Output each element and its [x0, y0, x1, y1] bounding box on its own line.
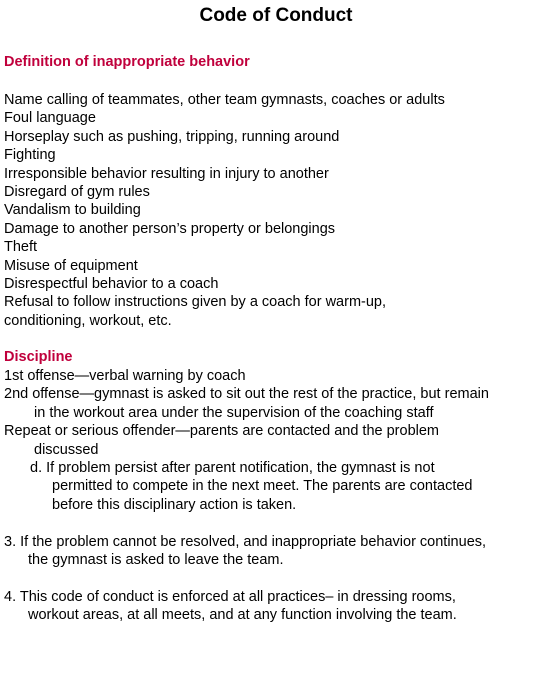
discipline-line: discussed: [34, 442, 99, 458]
discipline-heading: Discipline: [4, 349, 73, 365]
discipline-line: workout areas, at all meets, and at any function involving the team.: [28, 607, 457, 623]
behavior-item: Horseplay such as pushing, tripping, running around: [4, 129, 340, 145]
definition-heading: Definition of inappropriate behavior: [4, 54, 250, 70]
behavior-item: Name calling of teammates, other team gymnasts, coaches or adults: [4, 92, 445, 108]
behavior-item: conditioning, workout, etc.: [4, 313, 172, 329]
discipline-line: Repeat or serious offender—parents are contacted and the problem: [4, 423, 439, 439]
behavior-item: Irresponsible behavior resulting in injury to another: [4, 166, 329, 182]
discipline-line: d. If problem persist after parent notification, the gymnast is not: [30, 460, 435, 476]
behavior-item: Foul language: [4, 110, 96, 126]
discipline-line: 4. This code of conduct is enforced at all practices– in dressing rooms,: [4, 589, 456, 605]
behavior-item: Vandalism to building: [4, 202, 141, 218]
discipline-line: 1st offense—verbal warning by coach: [4, 368, 246, 384]
discipline-line: in the workout area under the supervision of the coaching staff: [34, 405, 434, 421]
behavior-item: Theft: [4, 239, 38, 255]
behavior-item: Refusal to follow instructions given by a coach for warm-up,: [4, 294, 387, 310]
discipline-line: the gymnast is asked to leave the team.: [28, 552, 284, 568]
discipline-line: 3. If the problem cannot be resolved, and inappropriate behavior continues,: [4, 534, 487, 550]
document-title: Code of Conduct: [199, 5, 353, 26]
behavior-item: Disregard of gym rules: [4, 184, 150, 200]
behavior-item: Misuse of equipment: [4, 258, 138, 274]
behavior-item: Fighting: [4, 147, 56, 163]
discipline-line: 2nd offense—gymnast is asked to sit out the rest of the practice, but remain: [4, 386, 489, 402]
discipline-line: before this disciplinary action is taken.: [52, 497, 297, 513]
discipline-line: permitted to compete in the next meet. The parents are contacted: [52, 478, 473, 494]
behavior-item: Damage to another person’s property or belongings: [4, 221, 336, 237]
behavior-item: Disrespectful behavior to a coach: [4, 276, 219, 292]
